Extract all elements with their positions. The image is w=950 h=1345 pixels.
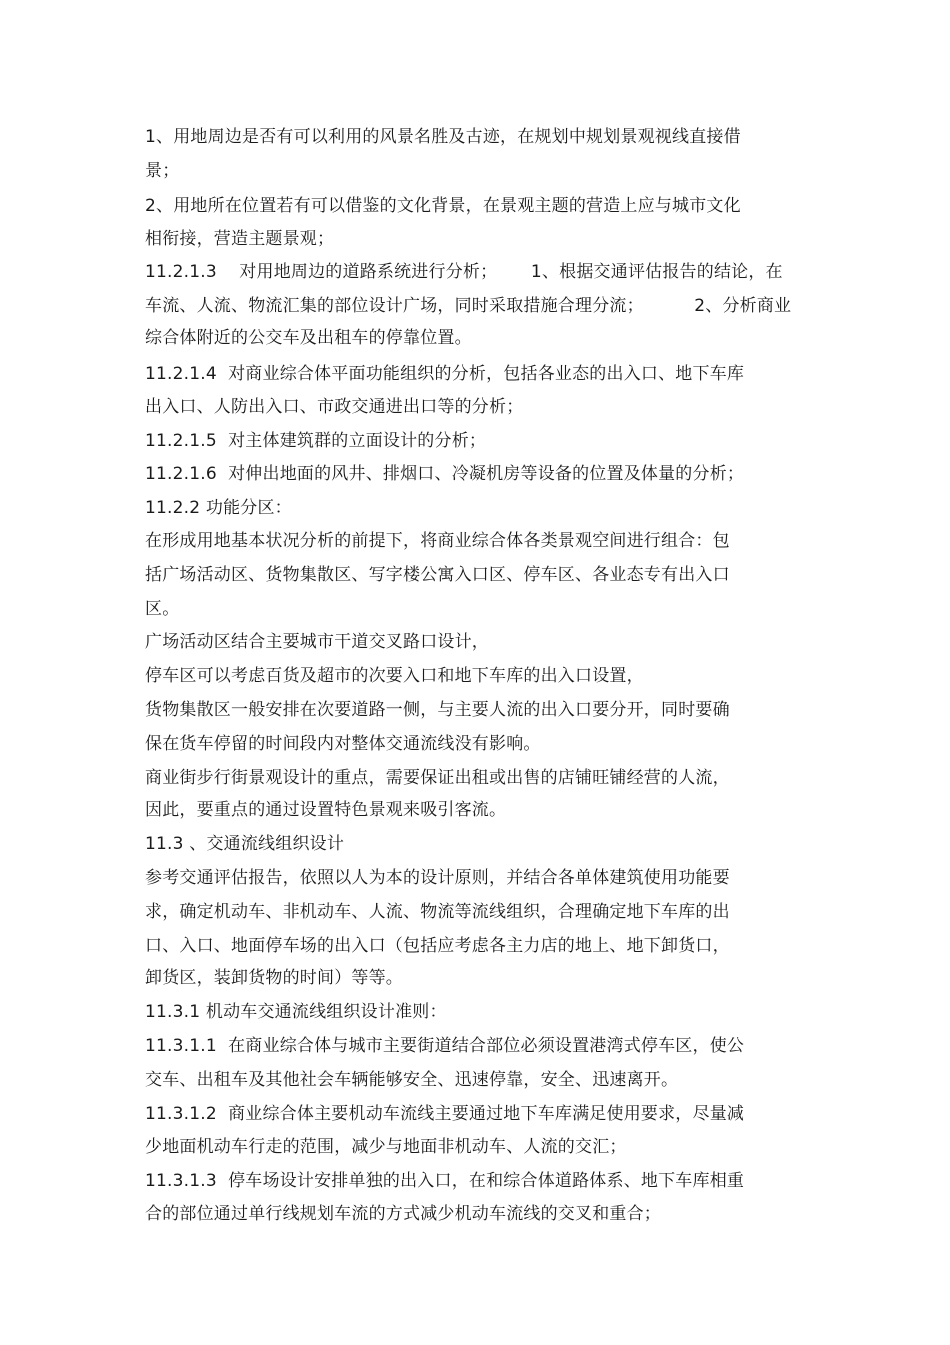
text-line: 1、用地周边是否有可以利用的风景名胜及古迹，在规划中规划景观视线直接借 bbox=[145, 127, 741, 147]
text-line: 商业街步行街景观设计的重点，需要保证出租或出售的店铺旺铺经营的人流， bbox=[145, 768, 730, 788]
text-line: 货物集散区一般安排在次要道路一侧，与主要人流的出入口要分开，同时要确 bbox=[145, 700, 730, 720]
text-line: 11.2.1.4 对商业综合体平面功能组织的分析，包括各业态的出入口、地下车库 bbox=[145, 364, 745, 384]
text-line: 保在货车停留的时间段内对整体交通流线没有影响。 bbox=[145, 734, 541, 754]
text-line: 11.3 、交通流线组织设计 bbox=[145, 834, 345, 854]
text-line: 车流、人流、物流汇集的部位设计广场，同时采取措施合理分流； 2、分析商业 bbox=[145, 296, 792, 316]
text-line: 11.3.1.3 停车场设计安排单独的出入口，在和综合体道路体系、地下车库相重 bbox=[145, 1171, 745, 1191]
text-line: 卸货区，装卸货物的时间）等等。 bbox=[145, 968, 403, 988]
text-line: 11.2.1.3 对用地周边的道路系统进行分析； 1、根据交通评估报告的结论，在 bbox=[145, 262, 783, 282]
text-line: 广场活动区结合主要城市干道交叉路口设计， bbox=[145, 632, 489, 652]
text-line: 交车、出租车及其他社会车辆能够安全、迅速停靠，安全、迅速离开。 bbox=[145, 1070, 679, 1090]
text-line: 出入口、人防出入口、市政交通进出口等的分析； bbox=[145, 397, 524, 417]
text-line: 因此，要重点的通过设置特色景观来吸引客流。 bbox=[145, 800, 507, 820]
text-line: 口、入口、地面停车场的出入口（包括应考虑各主力店的地上、地下卸货口， bbox=[145, 936, 730, 956]
text-line: 综合体附近的公交车及出租车的停靠位置。 bbox=[145, 328, 472, 348]
text-line: 11.2.1.6 对伸出地面的风井、排烟口、冷凝机房等设备的位置及体量的分析； bbox=[145, 464, 745, 484]
text-line: 11.3.1.1 在商业综合体与城市主要街道结合部位必须设置港湾式停车区，使公 bbox=[145, 1036, 745, 1056]
text-line: 参考交通评估报告，依照以人为本的设计原则，并结合各单体建筑使用功能要 bbox=[145, 868, 730, 888]
text-line: 11.3.1 机动车交通流线组织设计准则： bbox=[145, 1002, 447, 1022]
text-line: 求，确定机动车、非机动车、人流、物流等流线组织，合理确定地下车库的出 bbox=[145, 902, 730, 922]
text-line: 相衔接，营造主题景观； bbox=[145, 229, 335, 249]
text-line: 景； bbox=[145, 161, 180, 181]
text-line: 停车区可以考虑百货及超市的次要入口和地下车库的出入口设置， bbox=[145, 666, 644, 686]
text-line: 括广场活动区、货物集散区、写字楼公寓入口区、停车区、各业态专有出入口 bbox=[145, 565, 730, 585]
text-line: 少地面机动车行走的范围，减少与地面非机动车、人流的交汇； bbox=[145, 1137, 627, 1157]
text-line: 2、用地所在位置若有可以借鉴的文化背景，在景观主题的营造上应与城市文化 bbox=[145, 196, 741, 216]
text-line: 11.3.1.2 商业综合体主要机动车流线主要通过地下车库满足使用要求，尽量减 bbox=[145, 1104, 745, 1124]
text-line: 11.2.1.5 对主体建筑群的立面设计的分析； bbox=[145, 431, 487, 451]
text-line: 区。 bbox=[145, 599, 180, 619]
text-line: 在形成用地基本状况分析的前提下，将商业综合体各类景观空间进行组合：包 bbox=[145, 531, 730, 551]
text-line: 11.2.2 功能分区： bbox=[145, 498, 292, 518]
text-line: 合的部位通过单行线规划车流的方式减少机动车流线的交叉和重合； bbox=[145, 1204, 661, 1224]
